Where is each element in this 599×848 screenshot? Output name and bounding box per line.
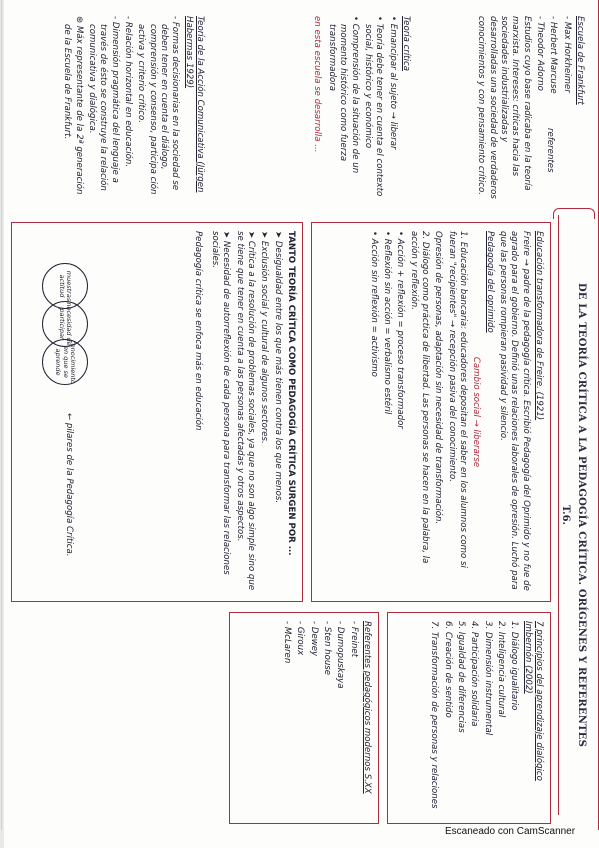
teoria-critica-item-1: • Emancipar al sujeto → liberar (387, 16, 398, 150)
title-bar (555, 215, 591, 815)
teoria-critica-box (269, 8, 417, 208)
freire-point-2: Opresión de personas, adaptación sin necesidad de transformación. (433, 231, 444, 525)
freire-point-3: 2. Diálogo como práctica de libertad. Las personas se hacen en la palabra, la acción y reflexión. (408, 231, 430, 564)
pedagogia-critica-item-2: ➤ Exclusión social y cultural de algunos sectores. (259, 231, 270, 444)
referentes-heading: Referentes pedagógicos modernos S.XX (362, 621, 372, 794)
page-subtitle: T.6. (560, 504, 571, 526)
pedagogia-critica-closing: Pedagogía crítica se enfoca más en educación (192, 231, 203, 431)
frankfurt-text: Estudios cuyo base radicaba en la teoría marxista. Intereses: críticas hacia las sociedades industrializadas y desarrolladas una sociedad de verdaderos conocimientos y con pensamiento crítico. (476, 16, 532, 199)
freire-bullet-2: • Reflexión sin acción = verbalismo estéril (381, 231, 392, 415)
pedagogia-critica-heading: TANTO TEORÍA CRÍTICA COMO PEDAGOGÍA CRÍTICA SURGEN POR ... (286, 231, 296, 556)
title-underline (558, 215, 559, 815)
habermas-item-2: - Relación horizontal en educación. (122, 16, 133, 168)
venn-circle-3: conocimiento en que se aprende (42, 339, 88, 385)
pedagogia-critica-item-3: ➤ Crítica a la resolución de problemas sociales, ya que no son algo simple sino que se tiene que tener en cuenta a las personas afectadas y otros aspectos. (234, 231, 256, 591)
referente-4: - Dewey (308, 621, 319, 657)
frankfurt-author-3: - Theodor Adorno (534, 16, 545, 91)
pedagogia-critica-item-4: ➤ Necesidad de autorreflexión de cada persona para transformar las relaciones sociales. (209, 231, 232, 575)
principio-1: 1. Diálogo igualitario (509, 621, 520, 711)
freire-pedagogia: Pedagogía del oprimido (484, 231, 495, 333)
teoria-critica-item-2: • Teoría debe tener en cuenta el contexto social, histórico y económico (362, 16, 385, 197)
venn-circle-2: necesidad de participar (42, 301, 88, 347)
principio-3: 3. Dimensión instrumental (482, 621, 493, 736)
principio-4: 4. Participación solidaria (469, 621, 480, 727)
frankfurt-referentes-note: referentes (545, 128, 555, 173)
venn-circle-1: muestras actitud (42, 263, 88, 309)
freire-intro: Freire → padre de la pedagogía crítica. Escribió Pedagogía del Oprimido y no fue de agrado para el gobierno. Definió unas relaciones laborales de opresión. Luchó para que las personas rompieran pasividad y silencio. (497, 231, 531, 591)
teoria-critica-item-3: • Comprensión de la situación de un momento histórico como fuerza transformadora (326, 16, 360, 174)
page-title: DE LA TEORÍA CRÍTICA A LA PEDAGOGÍA CRÍTICA. ORÍGENES Y REFERENTES (576, 282, 587, 747)
referente-5: - Giroux (295, 621, 306, 656)
referente-6: - McLaren (281, 621, 292, 664)
teoria-critica-heading: Teoría crítica (401, 16, 411, 72)
freire-heading: Educación transformadora de Freire. (1921) (534, 231, 544, 421)
habermas-item-3: - Dimensión pragmática del lenguaje a través de ésto se construye la relación comunicativa y dialógica. (86, 16, 120, 191)
referente-1: - Freinet (348, 621, 359, 658)
freire-point-1: 1. Educación bancaria: educadores depositan el saber en los alumnos como si fueran "recipientes" → recepción pasiva del conocimiento. (446, 231, 468, 568)
principio-5: 5. Igualdad de diferencias (455, 621, 466, 733)
frankfurt-box (423, 8, 591, 208)
referentes-box (229, 612, 379, 824)
principio-6: 6. Creación de sentido (442, 621, 453, 718)
principio-2: 2. Inteligencia cultural (495, 621, 506, 718)
frankfurt-author-2: - Herbert Marcuse (548, 16, 559, 94)
frankfurt-heading: Escuela de Frankfurt (575, 16, 585, 105)
principios-heading: 7 principios del aprendizaje dialógico Imbernón (2002) (522, 621, 544, 781)
referente-3: - Sten house (321, 621, 332, 676)
habermas-item-1: - Formas decisionarias en la sociedad se deben tener en cuenta el diálogo, comprensión y consenso, participa ción activa y criterio crítico. (136, 16, 181, 195)
principio-7: 7. Transformación de personas y relaciones (429, 621, 440, 809)
freire-bullet-3: • Acción sin reflexión = activismo (368, 231, 379, 377)
freire-cambio: Cambio social → liberarse (471, 356, 482, 468)
principios-box (387, 612, 551, 824)
habermas-box (27, 8, 211, 208)
page-border-bottom (1, 0, 2, 830)
venn-note: ← pilares de la Pedagogía Crítica. (64, 413, 74, 557)
pedagogia-critica-item-1: ➤ Desigualdad entre los que más tienen contra los que menos. (272, 231, 283, 504)
freire-box (311, 222, 551, 602)
teoria-critica-side-note: en esta escuela se desarrolla ... (311, 16, 322, 153)
habermas-item-4: ⊛ Máx representante de la 2ª generación de la Escuela de Frankfurt. (62, 16, 84, 195)
frankfurt-author-1: - Max Horkheimer (561, 16, 572, 93)
pilares-venn-diagram (36, 263, 92, 403)
habermas-heading: Teoría de la Acción Comunicativa (Jürgen Habermas 1929) (183, 16, 205, 193)
freire-bullet-1: • Acción + reflexión = proceso transformador (395, 231, 406, 429)
pedagogia-critica-box (11, 222, 303, 602)
scanner-watermark: Escaneado con CamScanner (445, 826, 576, 837)
referente-2: - Dumopuskaya (335, 621, 346, 689)
